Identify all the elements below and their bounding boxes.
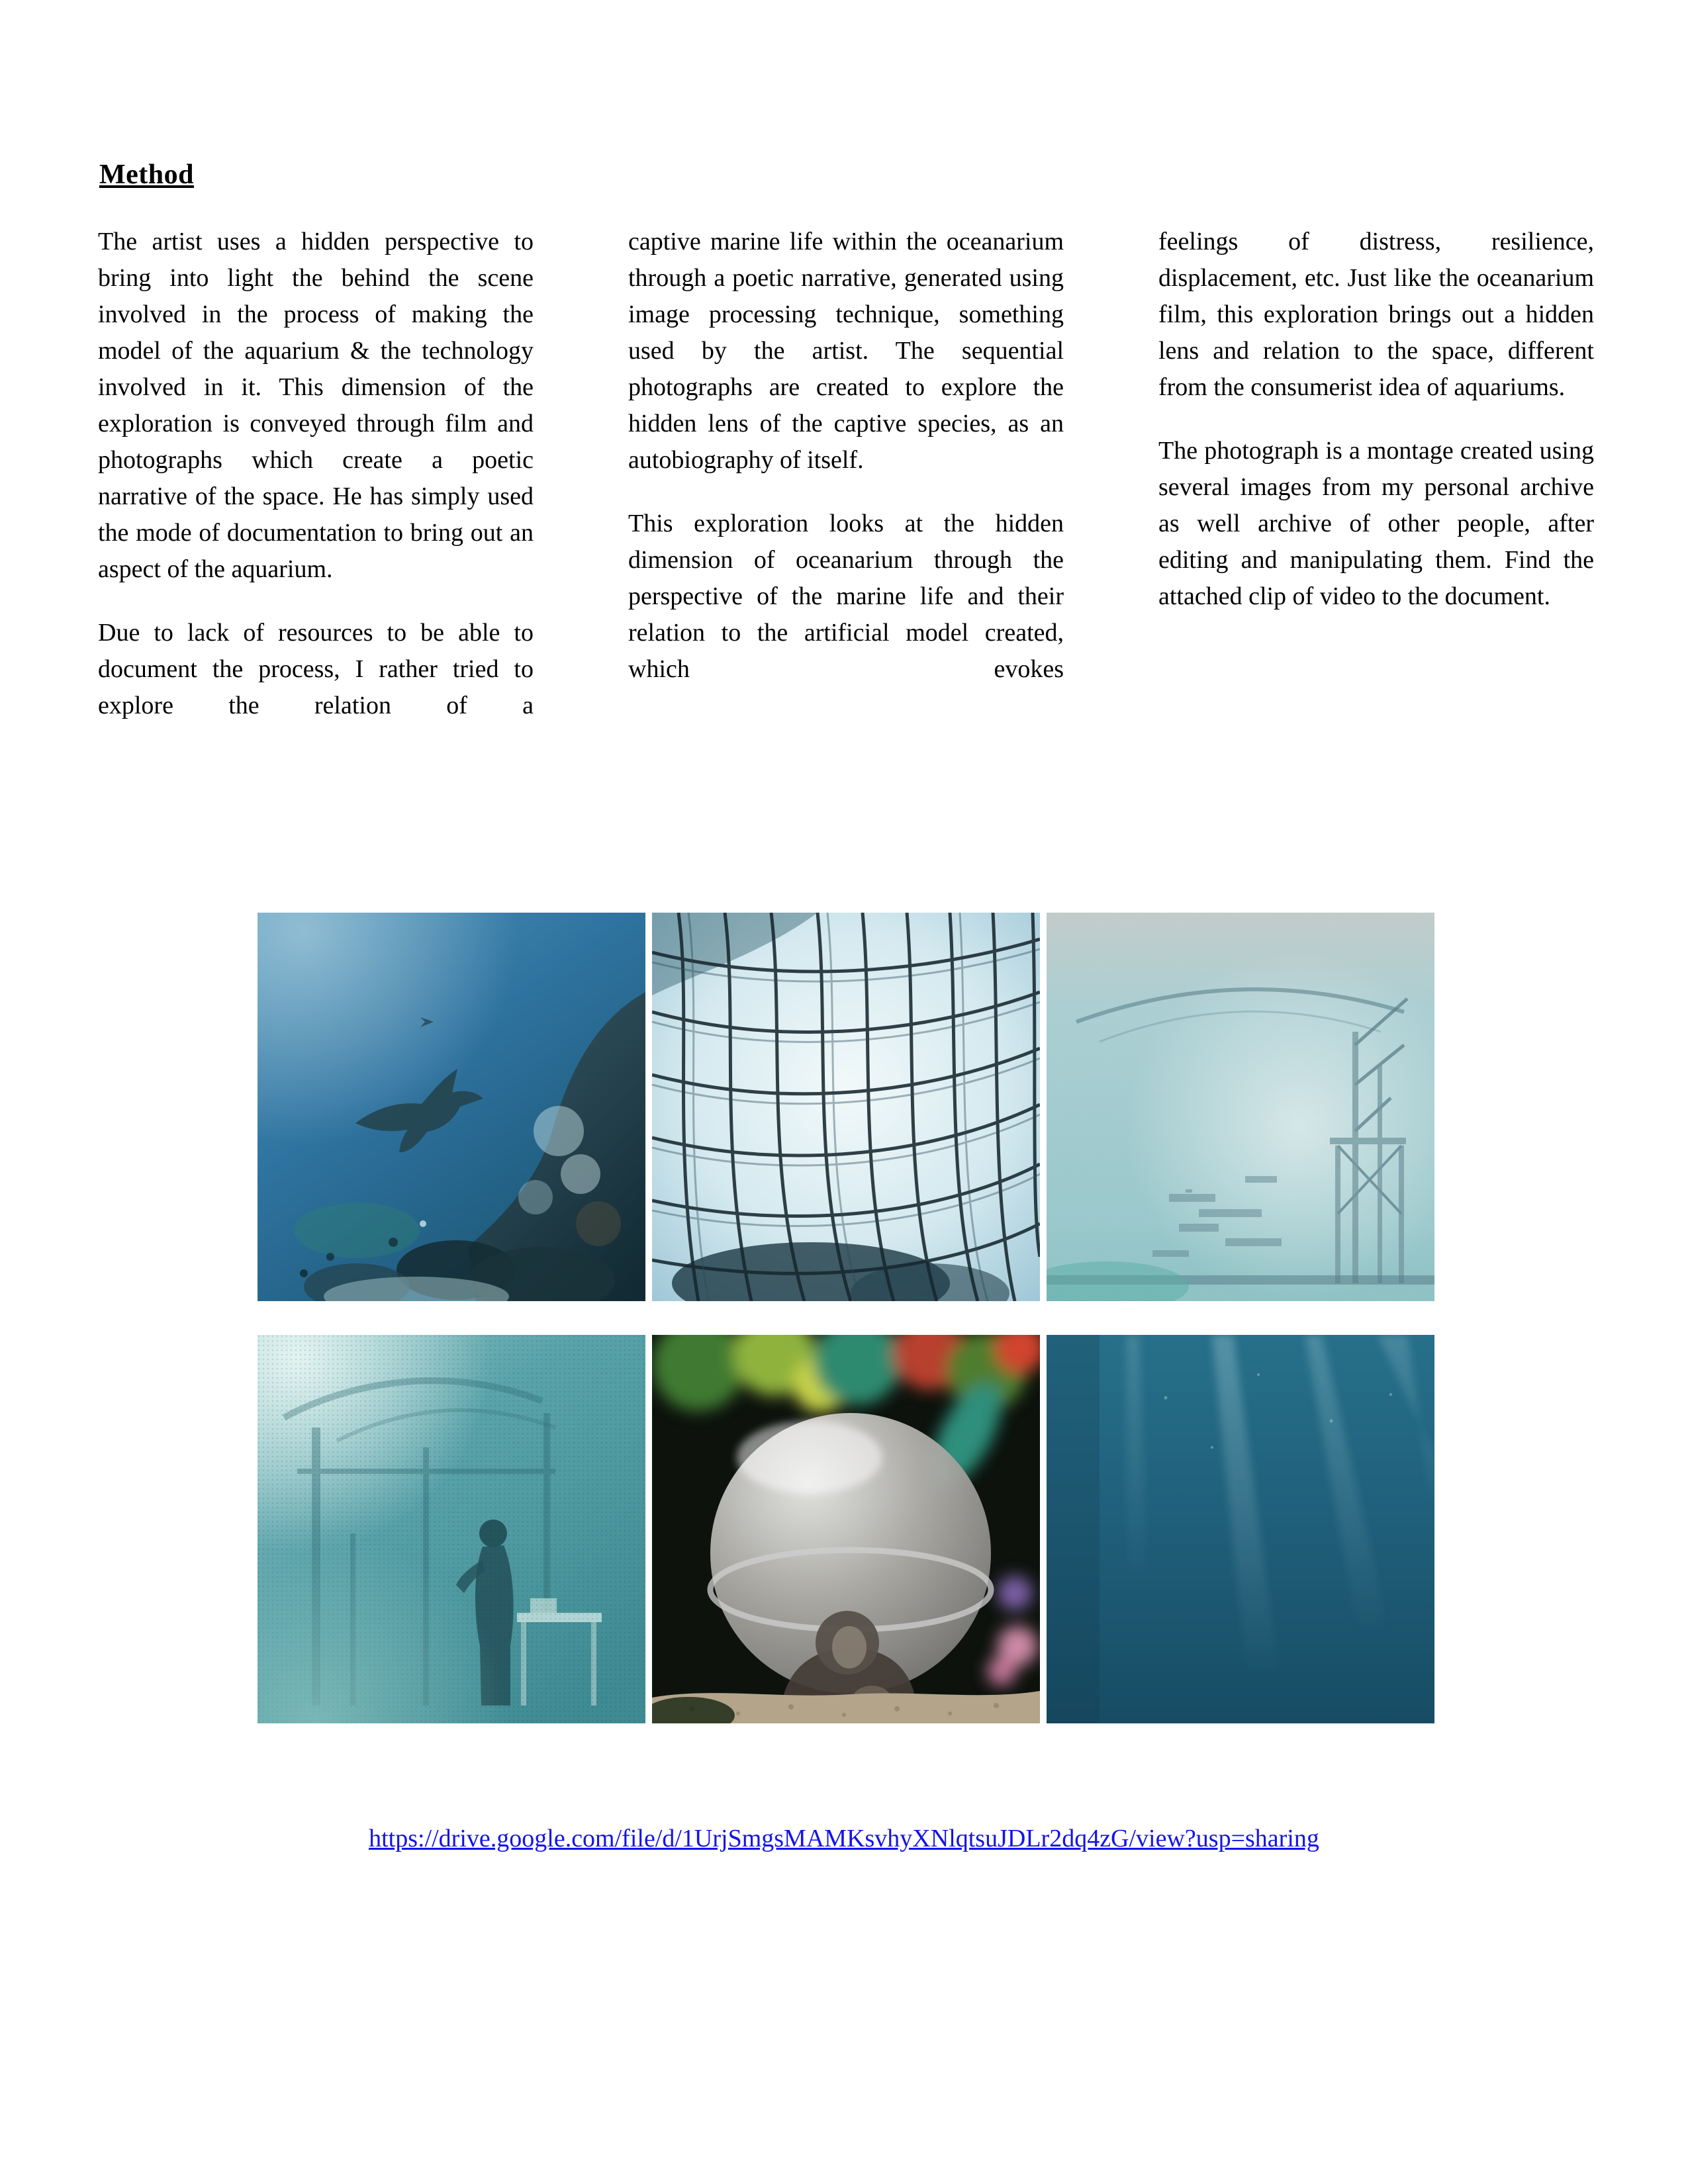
text-column-3 (1158, 224, 1594, 751)
text-column-1 (98, 224, 534, 751)
photo-aquarium-dome (652, 1335, 1040, 1723)
photo-deep-ocean-art (1047, 1335, 1434, 1723)
photo-aquarium-dome-art (652, 1335, 1040, 1723)
paragraph: Due to lack of resources to be able to document the process, I rather tried to explore the relation of a (98, 619, 534, 719)
photo-underwater-shark-reef-art (258, 913, 645, 1301)
photo-fishing-net (652, 913, 1040, 1301)
paragraph: The artist uses a hidden perspective to bring into light the behind the scene involved in the process of making the model of the aquarium & the technology involved in it. This dimension of the exploration is conveyed through film and photographs which create a poetic narrative of the space. He has simply used the mode of documentation to bring out an aspect of the aquarium. (98, 228, 534, 583)
text-column-2 (628, 224, 1064, 751)
photo-deep-ocean (1047, 1335, 1434, 1723)
photo-fishing-net-art (652, 913, 1040, 1301)
paragraph: captive marine life within the oceanarium through a poetic narrative, generated using image processing technique, something used by the artist. The sequential photographs are created to explore the hidden lens of the captive species, as an autobiography of itself. (628, 228, 1064, 474)
paragraph: This exploration looks at the hidden dimension of oceanarium through the perspective of the marine life and their relation to the artificial model created, which evokes (628, 510, 1064, 683)
paragraph: The photograph is a montage created using several images from my personal archive as well archive of other people, after editing and manipulating them. Find the attached clip of video to the document. (1158, 437, 1594, 610)
text-columns (98, 224, 1594, 751)
section-heading: Method (99, 159, 194, 190)
photo-workshop-art (258, 1335, 645, 1723)
link-row (0, 1824, 1688, 1853)
photo-port-cranes-faded (1047, 913, 1434, 1301)
drive-link[interactable]: https://drive.google.com/file/d/1UrjSmgsMAMKsvhyXNlqtsuJDLr2dq4zG/view?usp=sharing (369, 1825, 1319, 1852)
photo-workshop-figure (258, 1335, 645, 1723)
photo-grid (258, 913, 1434, 1723)
photo-port-cranes-art (1047, 913, 1434, 1301)
paragraph: feelings of distress, resilience, displacement, etc. Just like the oceanarium film, this exploration brings out a hidden lens and relation to the space, different from the consumerist idea of aquariums. (1158, 228, 1594, 401)
photo-underwater-shark-reef (258, 913, 645, 1301)
